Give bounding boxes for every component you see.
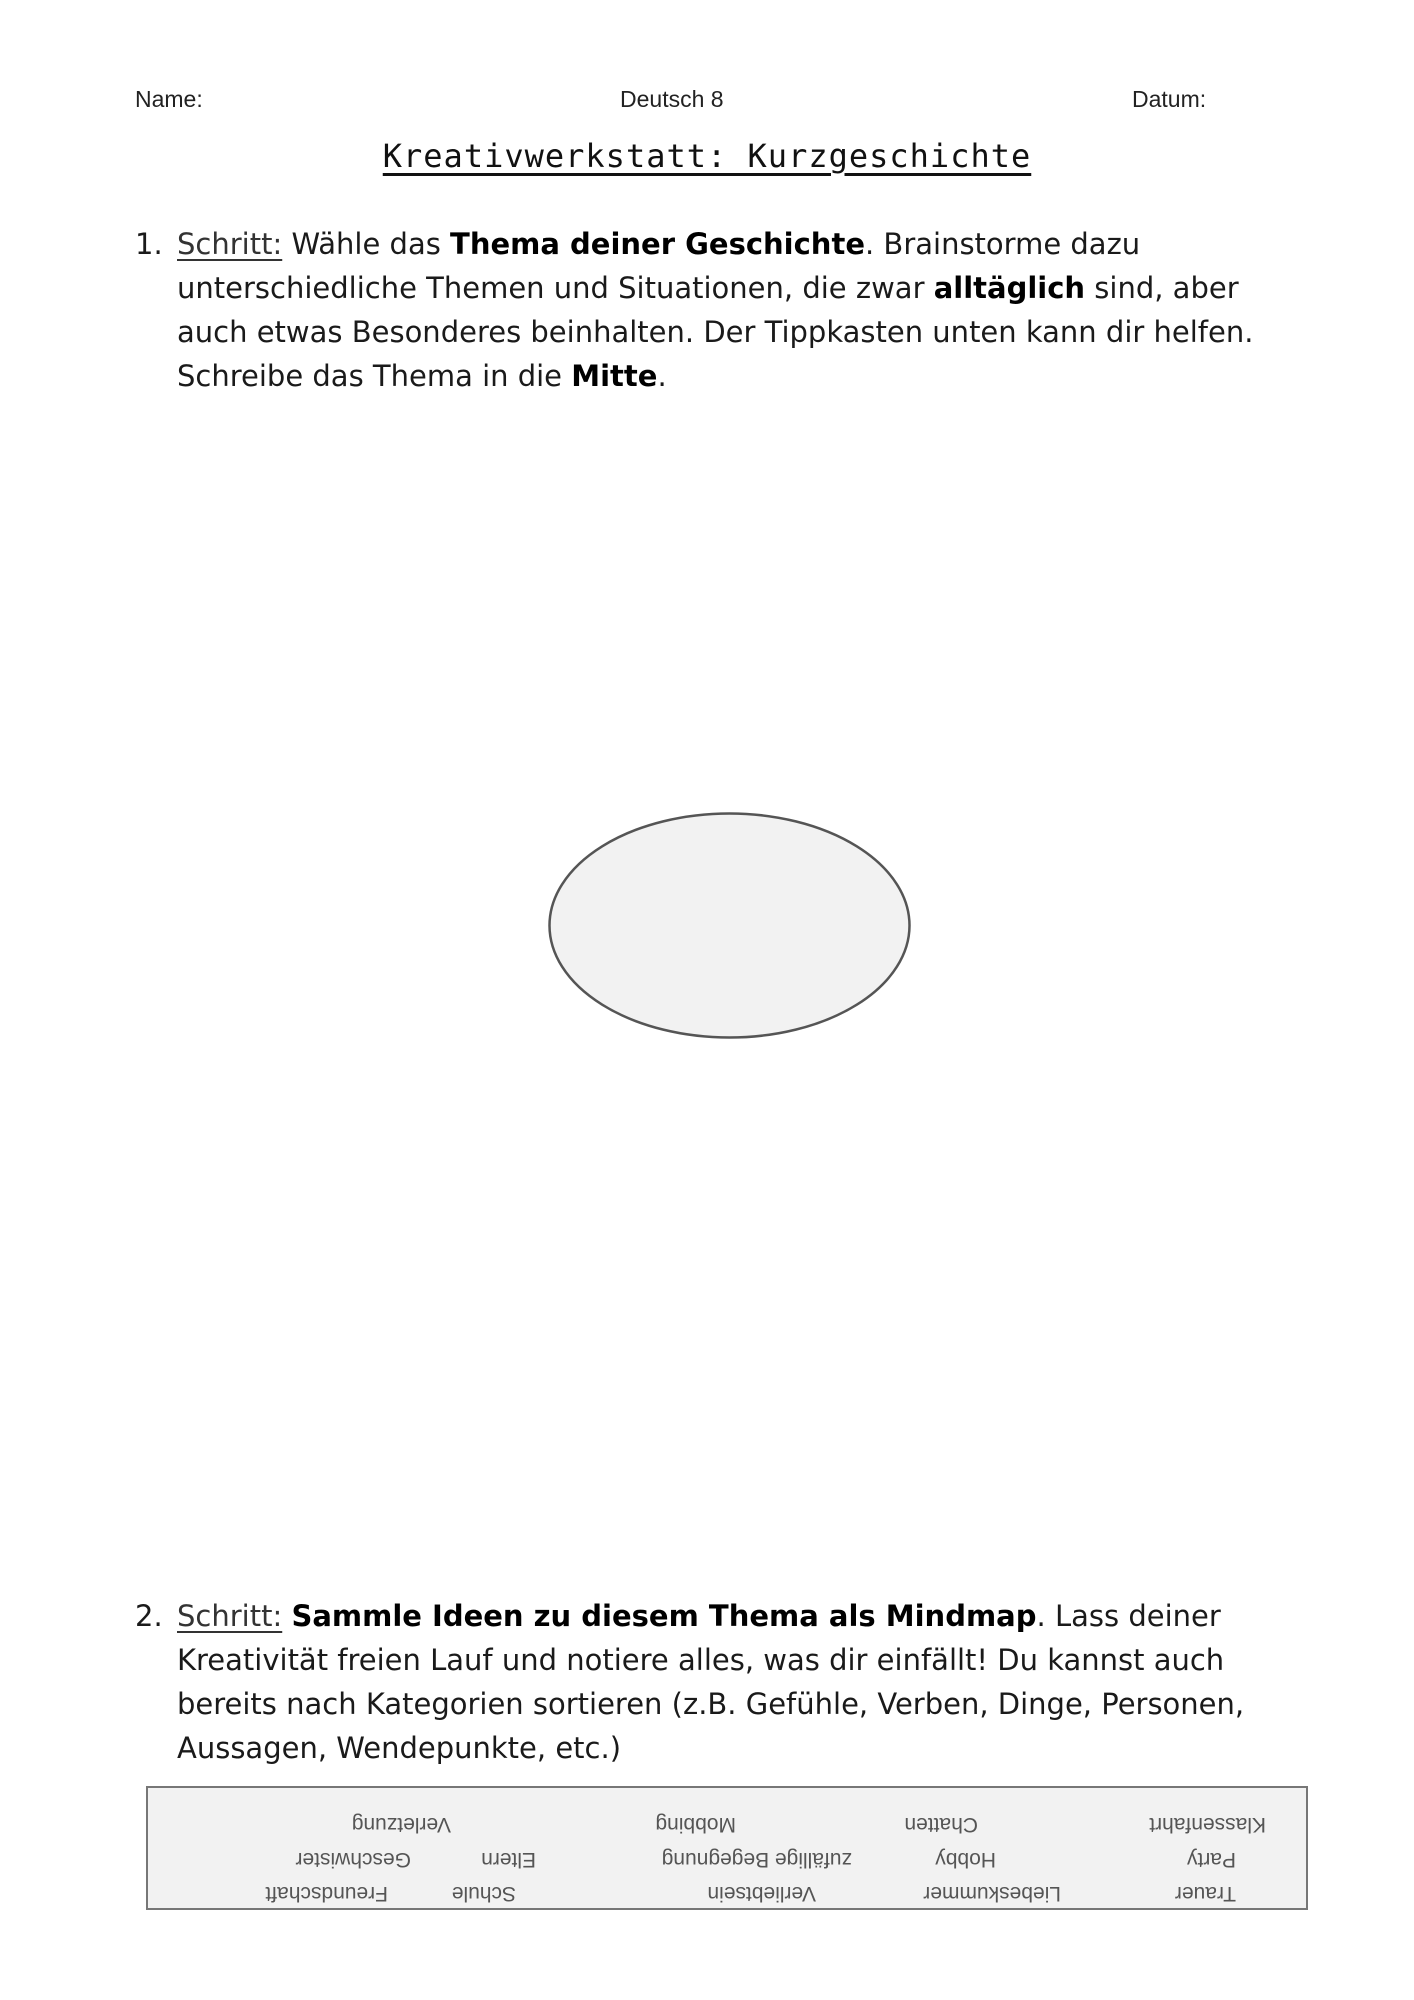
step-2-text — [177, 1594, 1305, 1770]
step-1-emphasis: Thema deiner Geschichte — [450, 227, 865, 261]
tip-box-upside-down — [148, 1788, 1306, 1908]
step-1-text-part: Wähle das — [282, 227, 451, 261]
tip-word: Liebeskummer — [923, 1882, 1061, 1905]
step-1-instruction — [135, 222, 1305, 398]
name-label: Name: — [135, 86, 203, 112]
worksheet-title-text: Kreativwerkstatt: Kurzgeschichte — [382, 137, 1032, 175]
tip-word: Verliebtsein — [707, 1882, 816, 1905]
tip-word: Chatten — [904, 1813, 978, 1836]
mindmap-center-ellipse — [550, 814, 910, 1038]
tip-word: Mobbing — [655, 1813, 736, 1836]
subject-label: Deutsch 8 — [620, 86, 724, 112]
step-1-label: Schritt: — [177, 227, 283, 261]
step-1-text-part: . — [657, 359, 667, 393]
step-1-emphasis: alltäglich — [933, 271, 1086, 305]
step-2-label: Schritt: — [177, 1599, 283, 1633]
step-2-emphasis: Sammle Ideen zu diesem Thema als Mindmap — [291, 1599, 1037, 1633]
step-1-text-part: sind, aber auch etwas Besonderes beinhalten. Der Tippkasten unten kann dir helfen. Schreibe das Thema in die — [177, 271, 1254, 393]
tip-word: Geschwister — [295, 1848, 411, 1871]
step-1-number: 1. — [135, 227, 163, 261]
date-label: Datum: — [1132, 86, 1207, 112]
tip-word: Hobby — [935, 1848, 996, 1871]
tip-word: Klassenfahrt — [1149, 1813, 1266, 1836]
tip-word: Eltern — [481, 1848, 536, 1871]
tip-word: Verletzung — [351, 1813, 451, 1836]
step-2-instruction — [135, 1594, 1305, 1770]
worksheet-title — [0, 137, 1414, 175]
tip-word: zufällige Begegnung — [661, 1848, 852, 1871]
step-2-text-part: . Lass deiner Kreativität freien Lauf und notiere alles, was dir einfällt! Du kannst auch bereits nach Kategorien sortieren (z.B. Gefühle, Verben, Dinge, Personen, Aussagen, Wendepunkte, etc.) — [177, 1599, 1245, 1765]
mindmap-center-bubble[interactable] — [547, 811, 912, 1040]
tip-word: Trauer — [1174, 1882, 1236, 1905]
step-1-text-part: . Brainstorme dazu unterschiedliche Themen und Situationen, die zwar — [177, 227, 1141, 305]
step-2-number: 2. — [135, 1599, 163, 1633]
tip-word: Freundschaft — [265, 1882, 388, 1905]
tip-word: Party — [1186, 1848, 1236, 1871]
step-1-text — [177, 222, 1305, 398]
step-1-emphasis: Mitte — [571, 359, 658, 393]
tip-word: Schule — [451, 1882, 516, 1905]
tip-box — [146, 1786, 1308, 1910]
